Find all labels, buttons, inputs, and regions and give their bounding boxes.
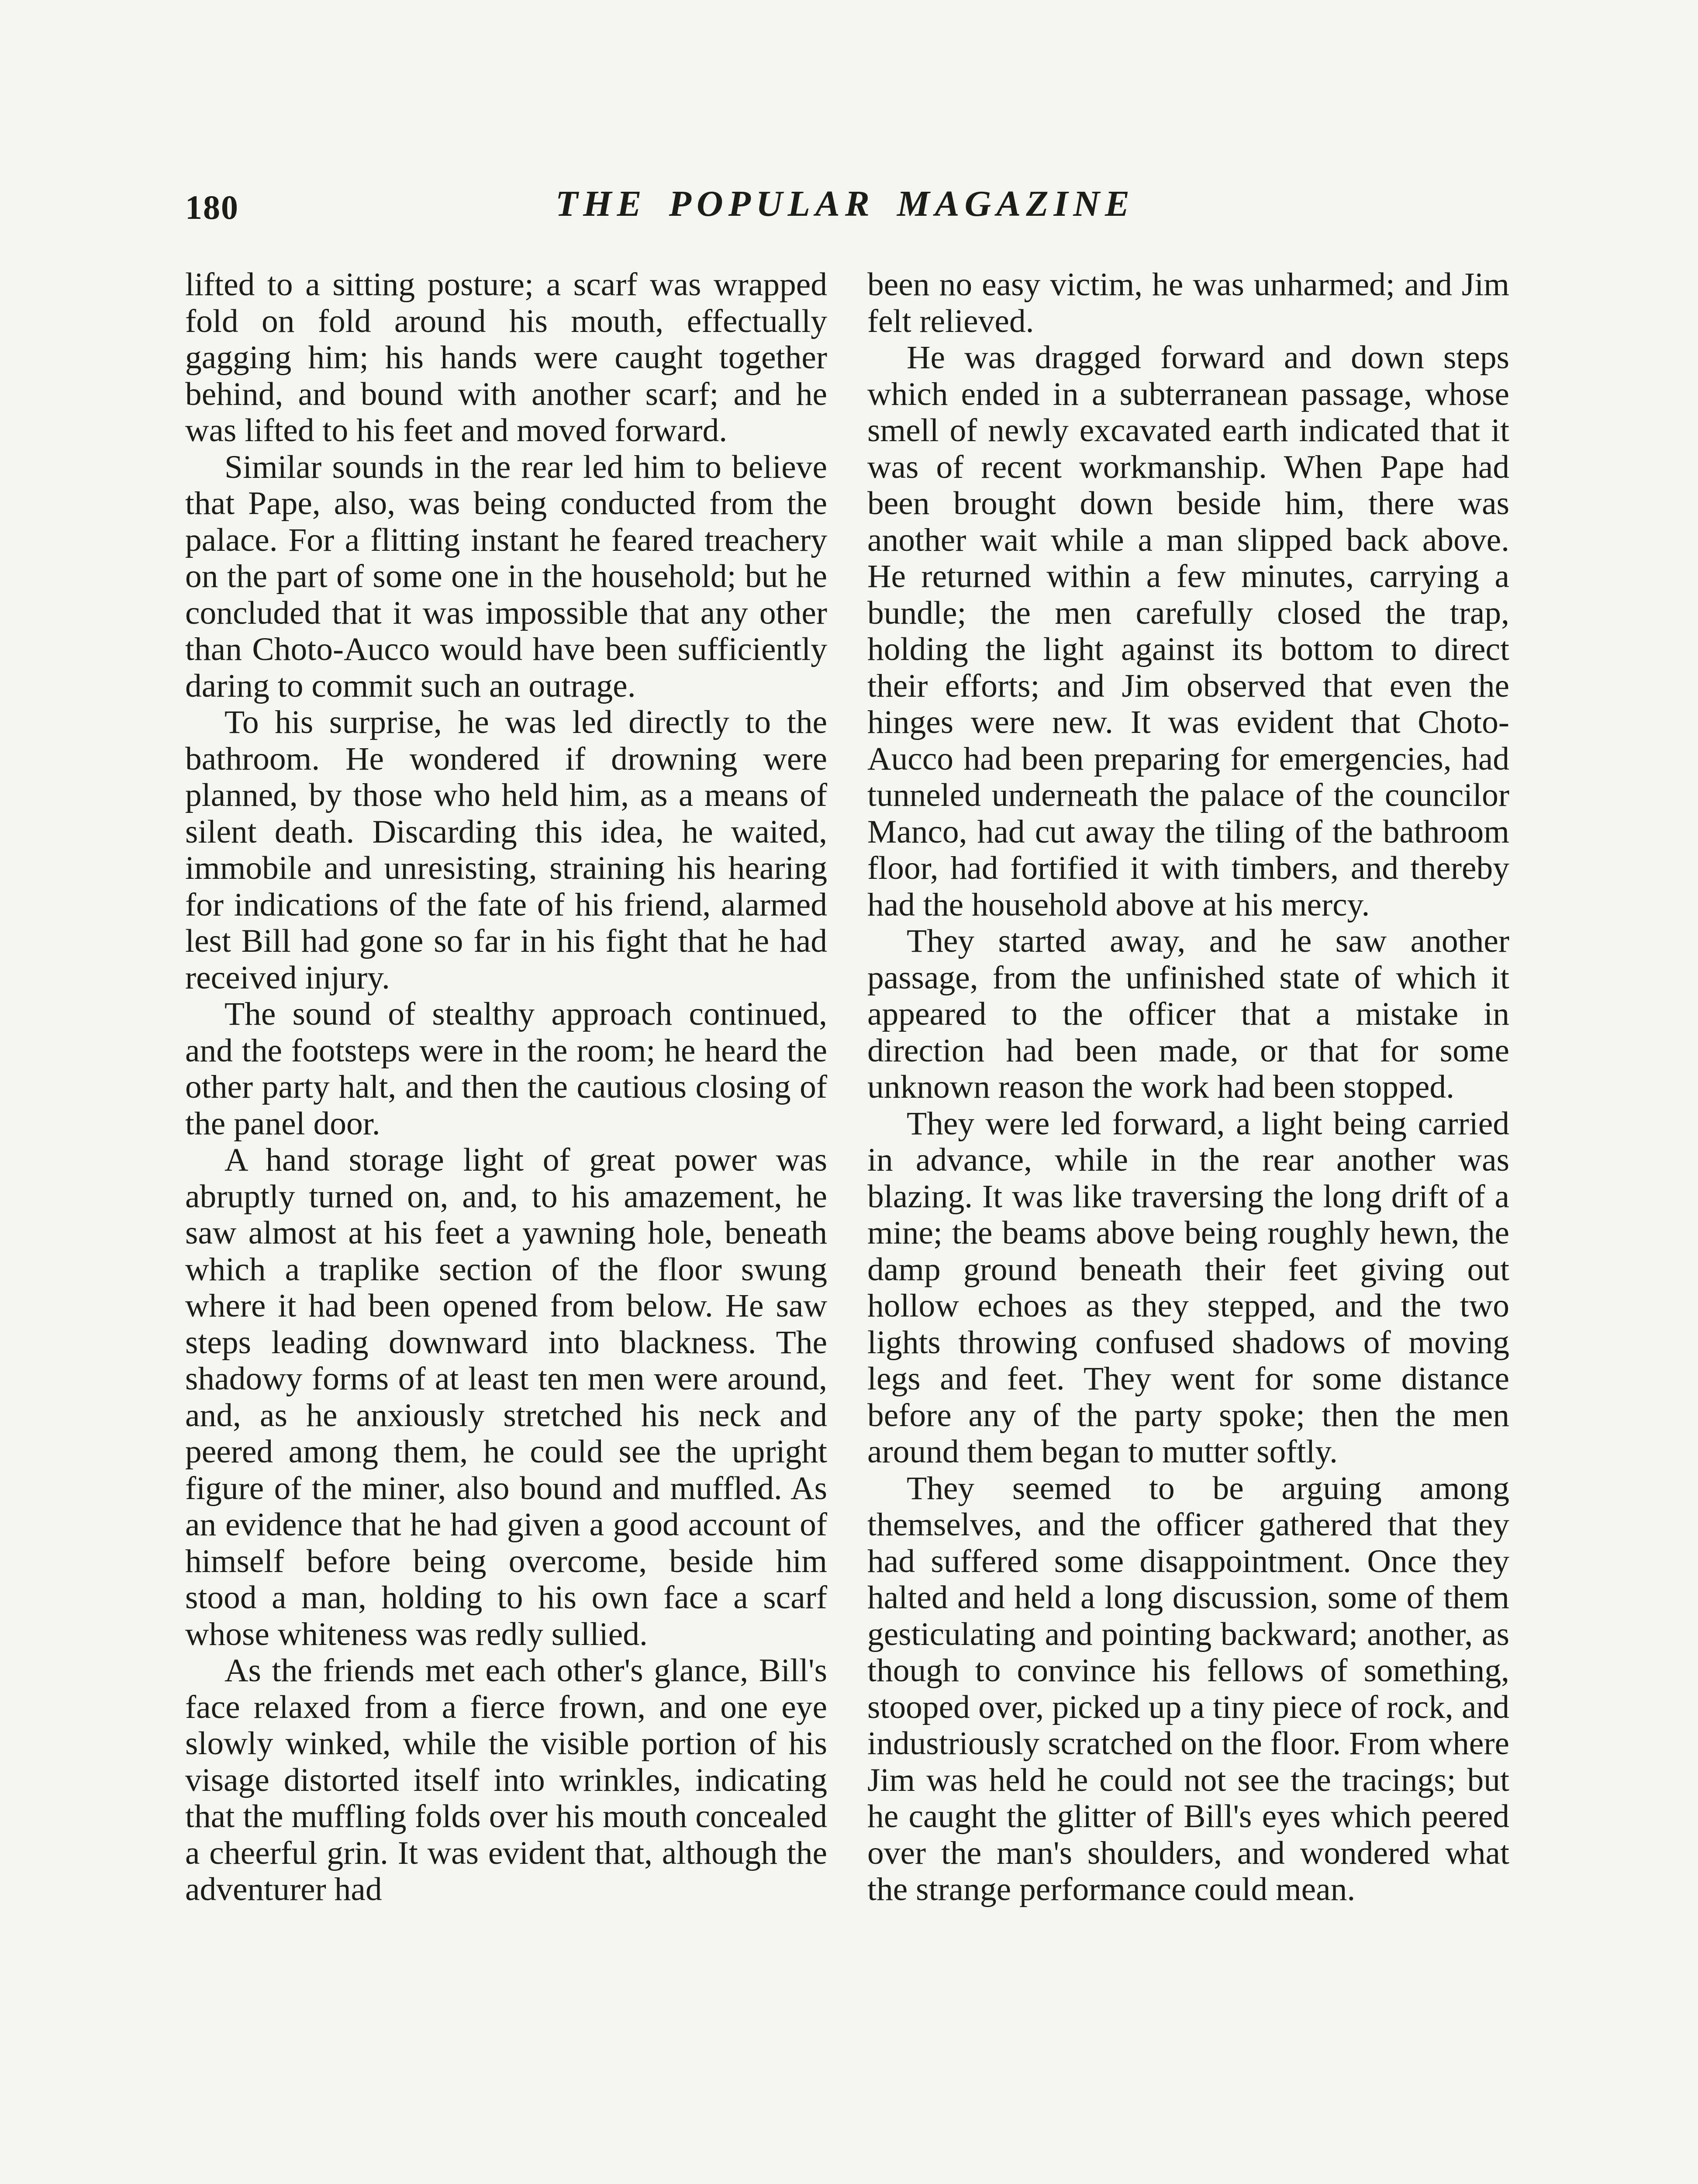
paragraph: They started away, and he saw another passage, from the unfinished state of which it appeared to the officer that a mistake in direction had been made, or that for some unknown reason the work had been stopped.: [867, 923, 1509, 1105]
running-title: THE POPULAR MAGAZINE: [555, 183, 1135, 224]
paragraph: A hand storage light of great power was abruptly turned on, and, to his amazement, he saw almost at his feet a yawning hole, beneath which a traplike section of the floor swung where it had been opened from below. He saw steps leading downward into blackness. The shadowy forms of at least ten men were around, and, as he anxiously stretched his neck and peered among them, he could see the upright figure of the miner, also bound and muffled. As an evidence that he had given a good account of himself before being overcome, beside him stood a man, holding to his own face a scarf whose whiteness was redly sullied.: [185, 1142, 827, 1652]
paragraph: As the friends met each other's glance, Bill's face relaxed from a fierce frown, and one eye slowly winked, while the visible portion of his visage distorted itself into wrinkles, indicating that the muffling folds over his mouth concealed a cheerful grin. It was evident that, although the adventurer had: [185, 1652, 827, 1908]
paragraph: He was dragged forward and down steps which ended in a subterranean passage, whose smell of newly excavated earth indicated that it was of recent workmanship. When Pape had been brought down beside him, there was another wait while a man slipped back above. He returned within a few minutes, carrying a bundle; the men carefully closed the trap, holding the light against its bottom to direct their efforts; and Jim observed that even the hinges were new. It was evident that Choto-Aucco had been preparing for emergencies, had tunneled underneath the palace of the councilor Manco, had cut away the tiling of the bathroom floor, had fortified it with timbers, and thereby had the household above at his mercy.: [867, 339, 1509, 923]
left-column: [185, 266, 827, 1908]
paragraph: To his surprise, he was led directly to the bathroom. He wondered if drowning were planned, by those who held him, as a means of silent death. Discarding this idea, he waited, immobile and unresisting, straining his hearing for indications of the fate of his friend, alarmed lest Bill had gone so far in his fight that he had received injury.: [185, 704, 827, 996]
paragraph: lifted to a sitting posture; a scarf was wrapped fold on fold around his mouth, effectually gagging him; his hands were caught together behind, and bound with another scarf; and he was lifted to his feet and moved forward.: [185, 266, 827, 449]
paragraph: They were led forward, a light being carried in advance, while in the rear another was blazing. It was like traversing the long drift of a mine; the beams above being roughly hewn, the damp ground beneath their feet giving out hollow echoes as they stepped, and the two lights throwing confused shadows of moving legs and feet. They went for some distance before any of the party spoke; then the men around them began to mutter softly.: [867, 1105, 1509, 1470]
paragraph: been no easy victim, he was unharmed; and Jim felt relieved.: [867, 266, 1509, 339]
page-number: 180: [185, 188, 239, 226]
paragraph: They seemed to be arguing among themselves, and the officer gathered that they had suffered some disappointment. Once they halted and held a long discussion, some of them gesticulating and pointing backward; another, as though to convince his fellows of something, stooped over, picked up a tiny piece of rock, and industriously scratched on the floor. From where Jim was held he could not see the tracings; but he caught the glitter of Bill's eyes which peered over the man's shoulders, and wondered what the strange performance could mean.: [867, 1470, 1509, 1908]
paragraph: Similar sounds in the rear led him to believe that Pape, also, was being conducted from the palace. For a flitting instant he feared treachery on the part of some one in the household; but he concluded that it was impossible that any other than Choto-Aucco would have been sufficiently daring to commit such an outrage.: [185, 449, 827, 704]
paragraph: The sound of stealthy approach continued, and the footsteps were in the room; he heard the other party halt, and then the cautious closing of the panel door.: [185, 996, 827, 1142]
right-column: [867, 266, 1509, 1908]
